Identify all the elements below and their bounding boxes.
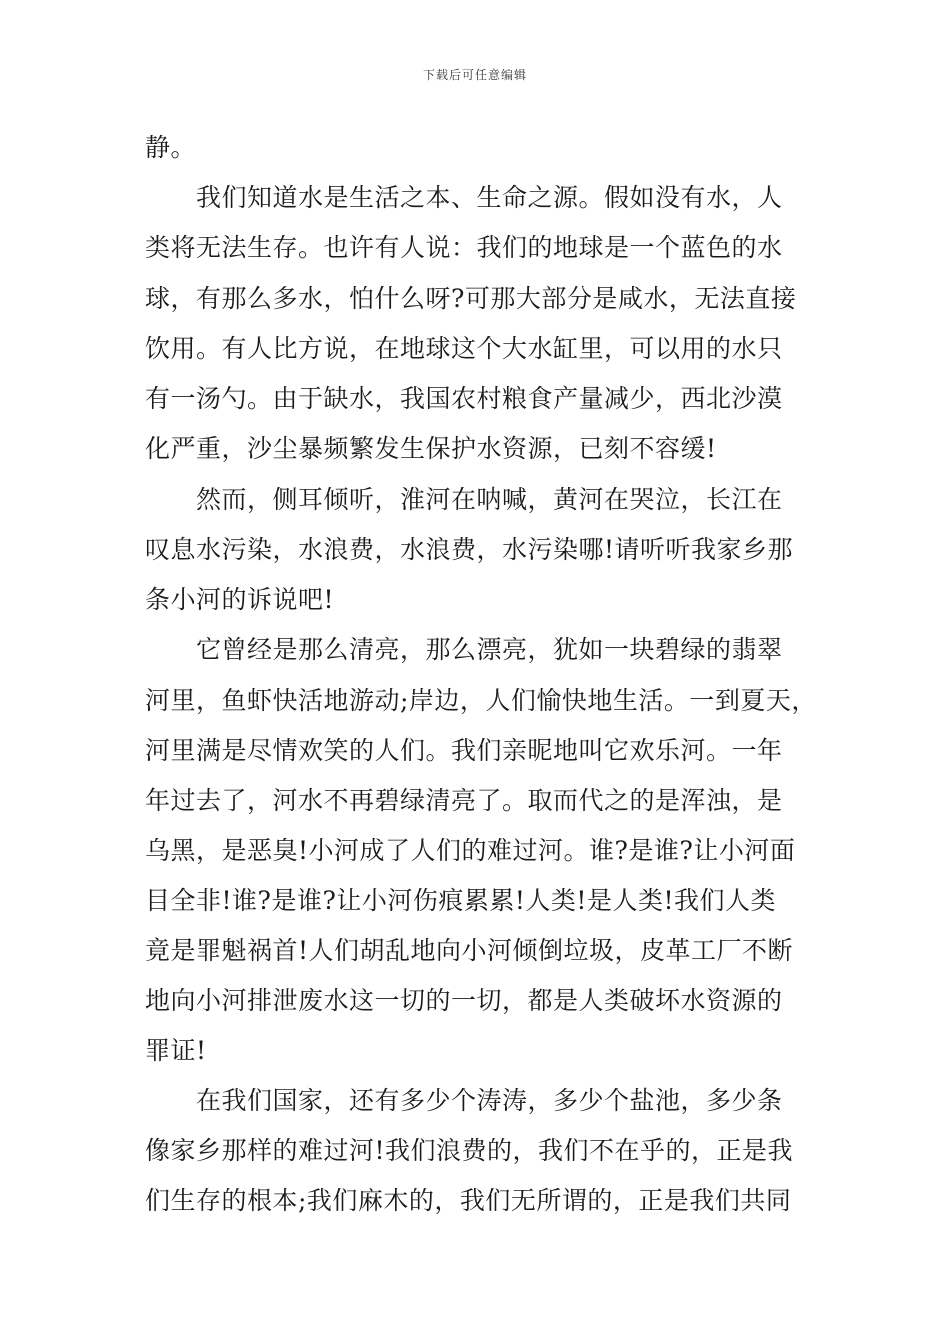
text-line: 竟是罪魁祸首!人们胡乱地向小河倾倒垃圾，皮革工厂不断 (145, 936, 794, 965)
text-line: 河里，鱼虾快活地游动;岸边，人们愉快地生活。一到夏天， (145, 686, 817, 715)
text-line: 目全非!谁?是谁?让小河伤痕累累!人类!是人类!我们人类 (145, 886, 776, 915)
text-line: 像家乡那样的难过河!我们浪费的，我们不在乎的，正是我 (145, 1136, 794, 1165)
text-line: 化严重，沙尘暴频繁发生保护水资源，已刻不容缓! (145, 434, 717, 463)
text-line: 河里满是尽情欢笑的人们。我们亲昵地叫它欢乐河。一年 (145, 736, 783, 765)
text-line: 静。 (145, 133, 197, 162)
paragraph-first-line: 然而，侧耳倾听，淮河在呐喊，黄河在哭泣，长江在 (196, 485, 783, 514)
text-line: 类将无法生存。也许有人说：我们的地球是一个蓝色的水 (145, 233, 783, 262)
text-line: 罪证! (145, 1036, 207, 1065)
paragraph-first-line: 它曾经是那么清亮，那么漂亮，犹如一块碧绿的翡翠 (196, 635, 783, 664)
page-header: 下载后可任意编辑 (422, 68, 527, 82)
text-line: 年过去了，河水不再碧绿清亮了。取而代之的是浑浊，是 (145, 786, 783, 815)
paragraph-first-line: 我们知道水是生活之本、生命之源。假如没有水，人 (196, 183, 783, 212)
text-line: 球，有那么多水，怕什么呀?可那大部分是咸水，无法直接 (145, 284, 797, 313)
text-line: 条小河的诉说吧! (145, 585, 335, 614)
text-line: 饮用。有人比方说，在地球这个大水缸里，可以用的水只 (145, 334, 783, 363)
text-line: 们生存的根本;我们麻木的，我们无所谓的，正是我们共同 (145, 1186, 792, 1215)
text-line: 乌黑，是恶臭!小河成了人们的难过河。谁?是谁?让小河面 (145, 836, 796, 865)
text-line: 叹息水污染，水浪费，水浪费，水污染哪!请听听我家乡那 (145, 535, 794, 564)
paragraph-first-line: 在我们国家，还有多少个涛涛，多少个盐池，多少条 (196, 1086, 783, 1115)
text-line: 地向小河排泄废水这一切的一切，都是人类破坏水资源的 (145, 986, 783, 1015)
text-line: 有一汤勺。由于缺水，我国农村粮食产量减少，西北沙漠 (145, 384, 783, 413)
